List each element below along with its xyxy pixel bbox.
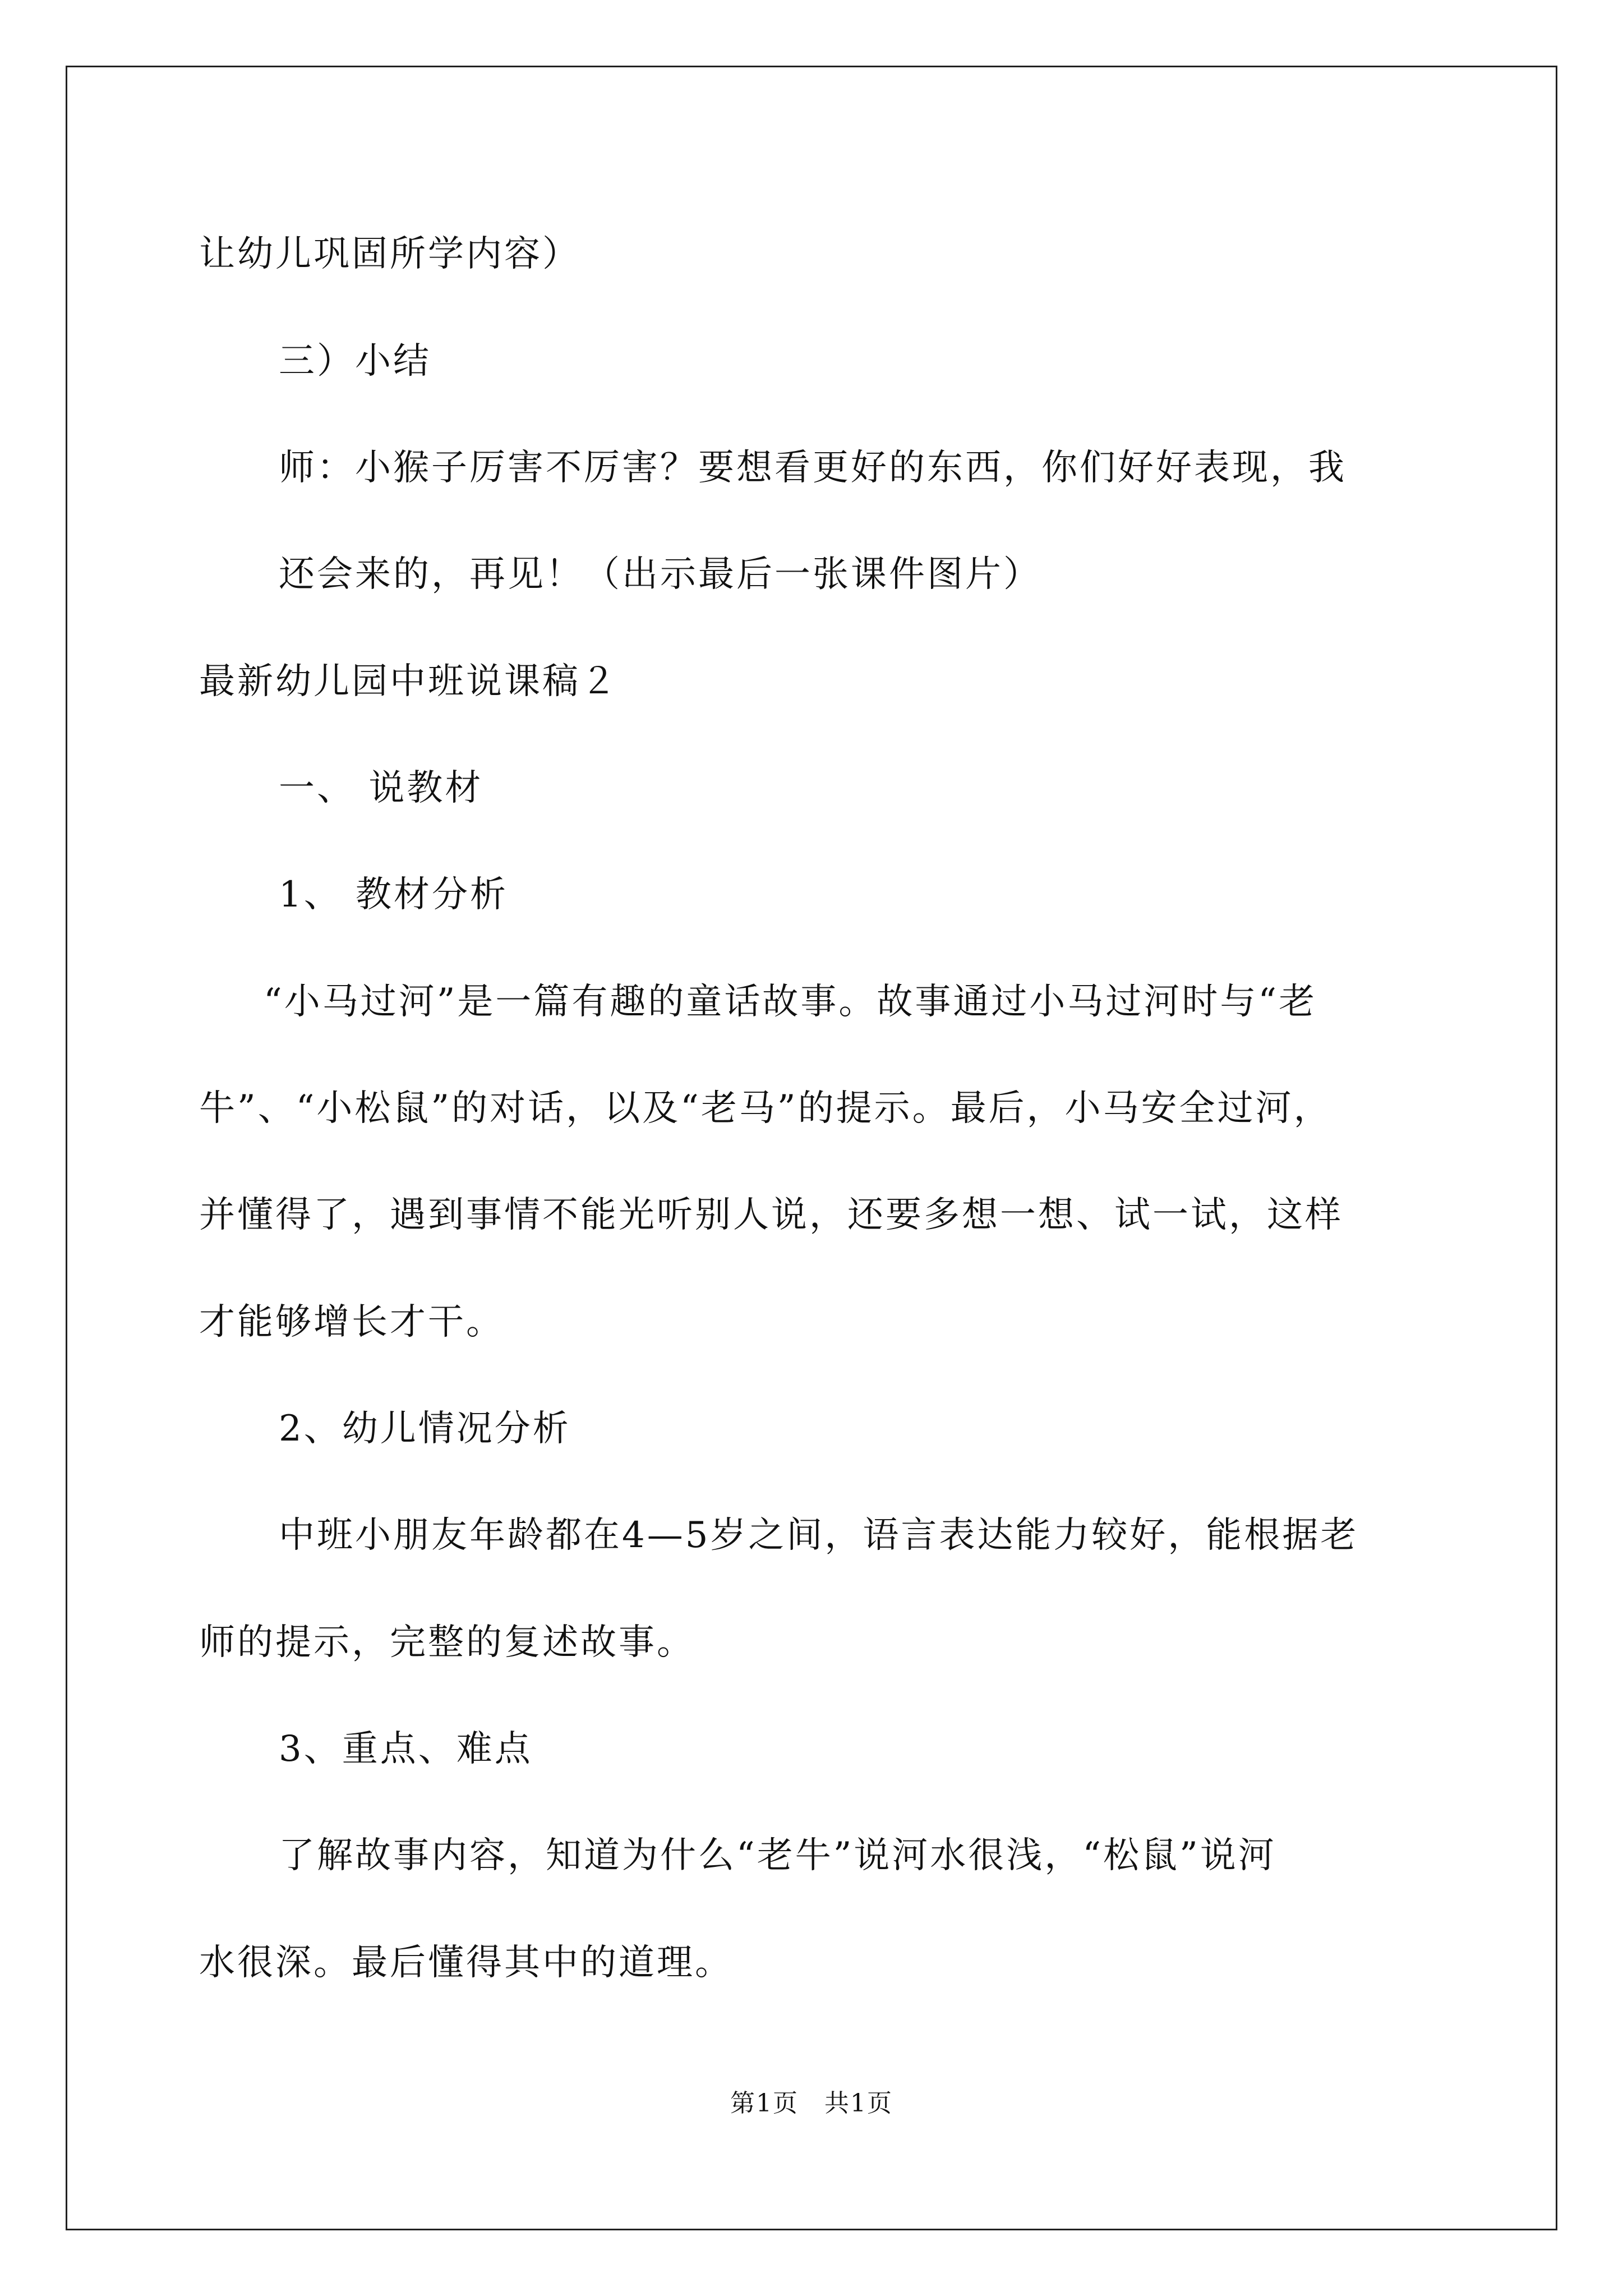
text-line: 一、 说教材 bbox=[279, 767, 483, 809]
text-line: 1、 教材分析 bbox=[279, 874, 509, 915]
text-line: 并懂得了，遇到事情不能光听别人说，还要多想一想、试一试，这样 bbox=[199, 1194, 1343, 1236]
section-heading: 最新幼儿园中班说课稿２ bbox=[199, 661, 619, 702]
text-line: 还会来的，再见！（出示最后一张课件图片） bbox=[279, 554, 1041, 595]
text-line: 3、重点、难点 bbox=[279, 1728, 533, 1770]
page-frame bbox=[66, 66, 1557, 2230]
text-line: 三）小结 bbox=[279, 341, 431, 382]
text-line: 师的提示，完整的复述故事。 bbox=[199, 1622, 695, 1663]
text-line: “小马过河”是一篇有趣的童话故事。故事通过小马过河时与“老 bbox=[264, 981, 1317, 1023]
text-line: 中班小朋友年龄都在4—5岁之间，语言表达能力较好，能根据老 bbox=[279, 1515, 1359, 1556]
text-line: 牛”、“小松鼠”的对话，以及“老马”的提示。最后，小马安全过河， bbox=[199, 1088, 1332, 1129]
text-line: 2、幼儿情况分析 bbox=[279, 1408, 571, 1450]
page-number: 第1页 共1页 bbox=[730, 2089, 893, 2118]
text-line: 了解故事内容，知道为什么“老牛”说河水很浅，“松鼠”说河 bbox=[279, 1835, 1276, 1876]
text-line: 让幼儿巩固所学内容） bbox=[199, 233, 580, 275]
text-line: 水很深。最后懂得其中的道理。 bbox=[199, 1942, 733, 1984]
text-line: 才能够增长才干。 bbox=[199, 1301, 504, 1343]
text-line: 师：小猴子厉害不厉害？要想看更好的东西，你们好好表现，我 bbox=[279, 447, 1347, 489]
